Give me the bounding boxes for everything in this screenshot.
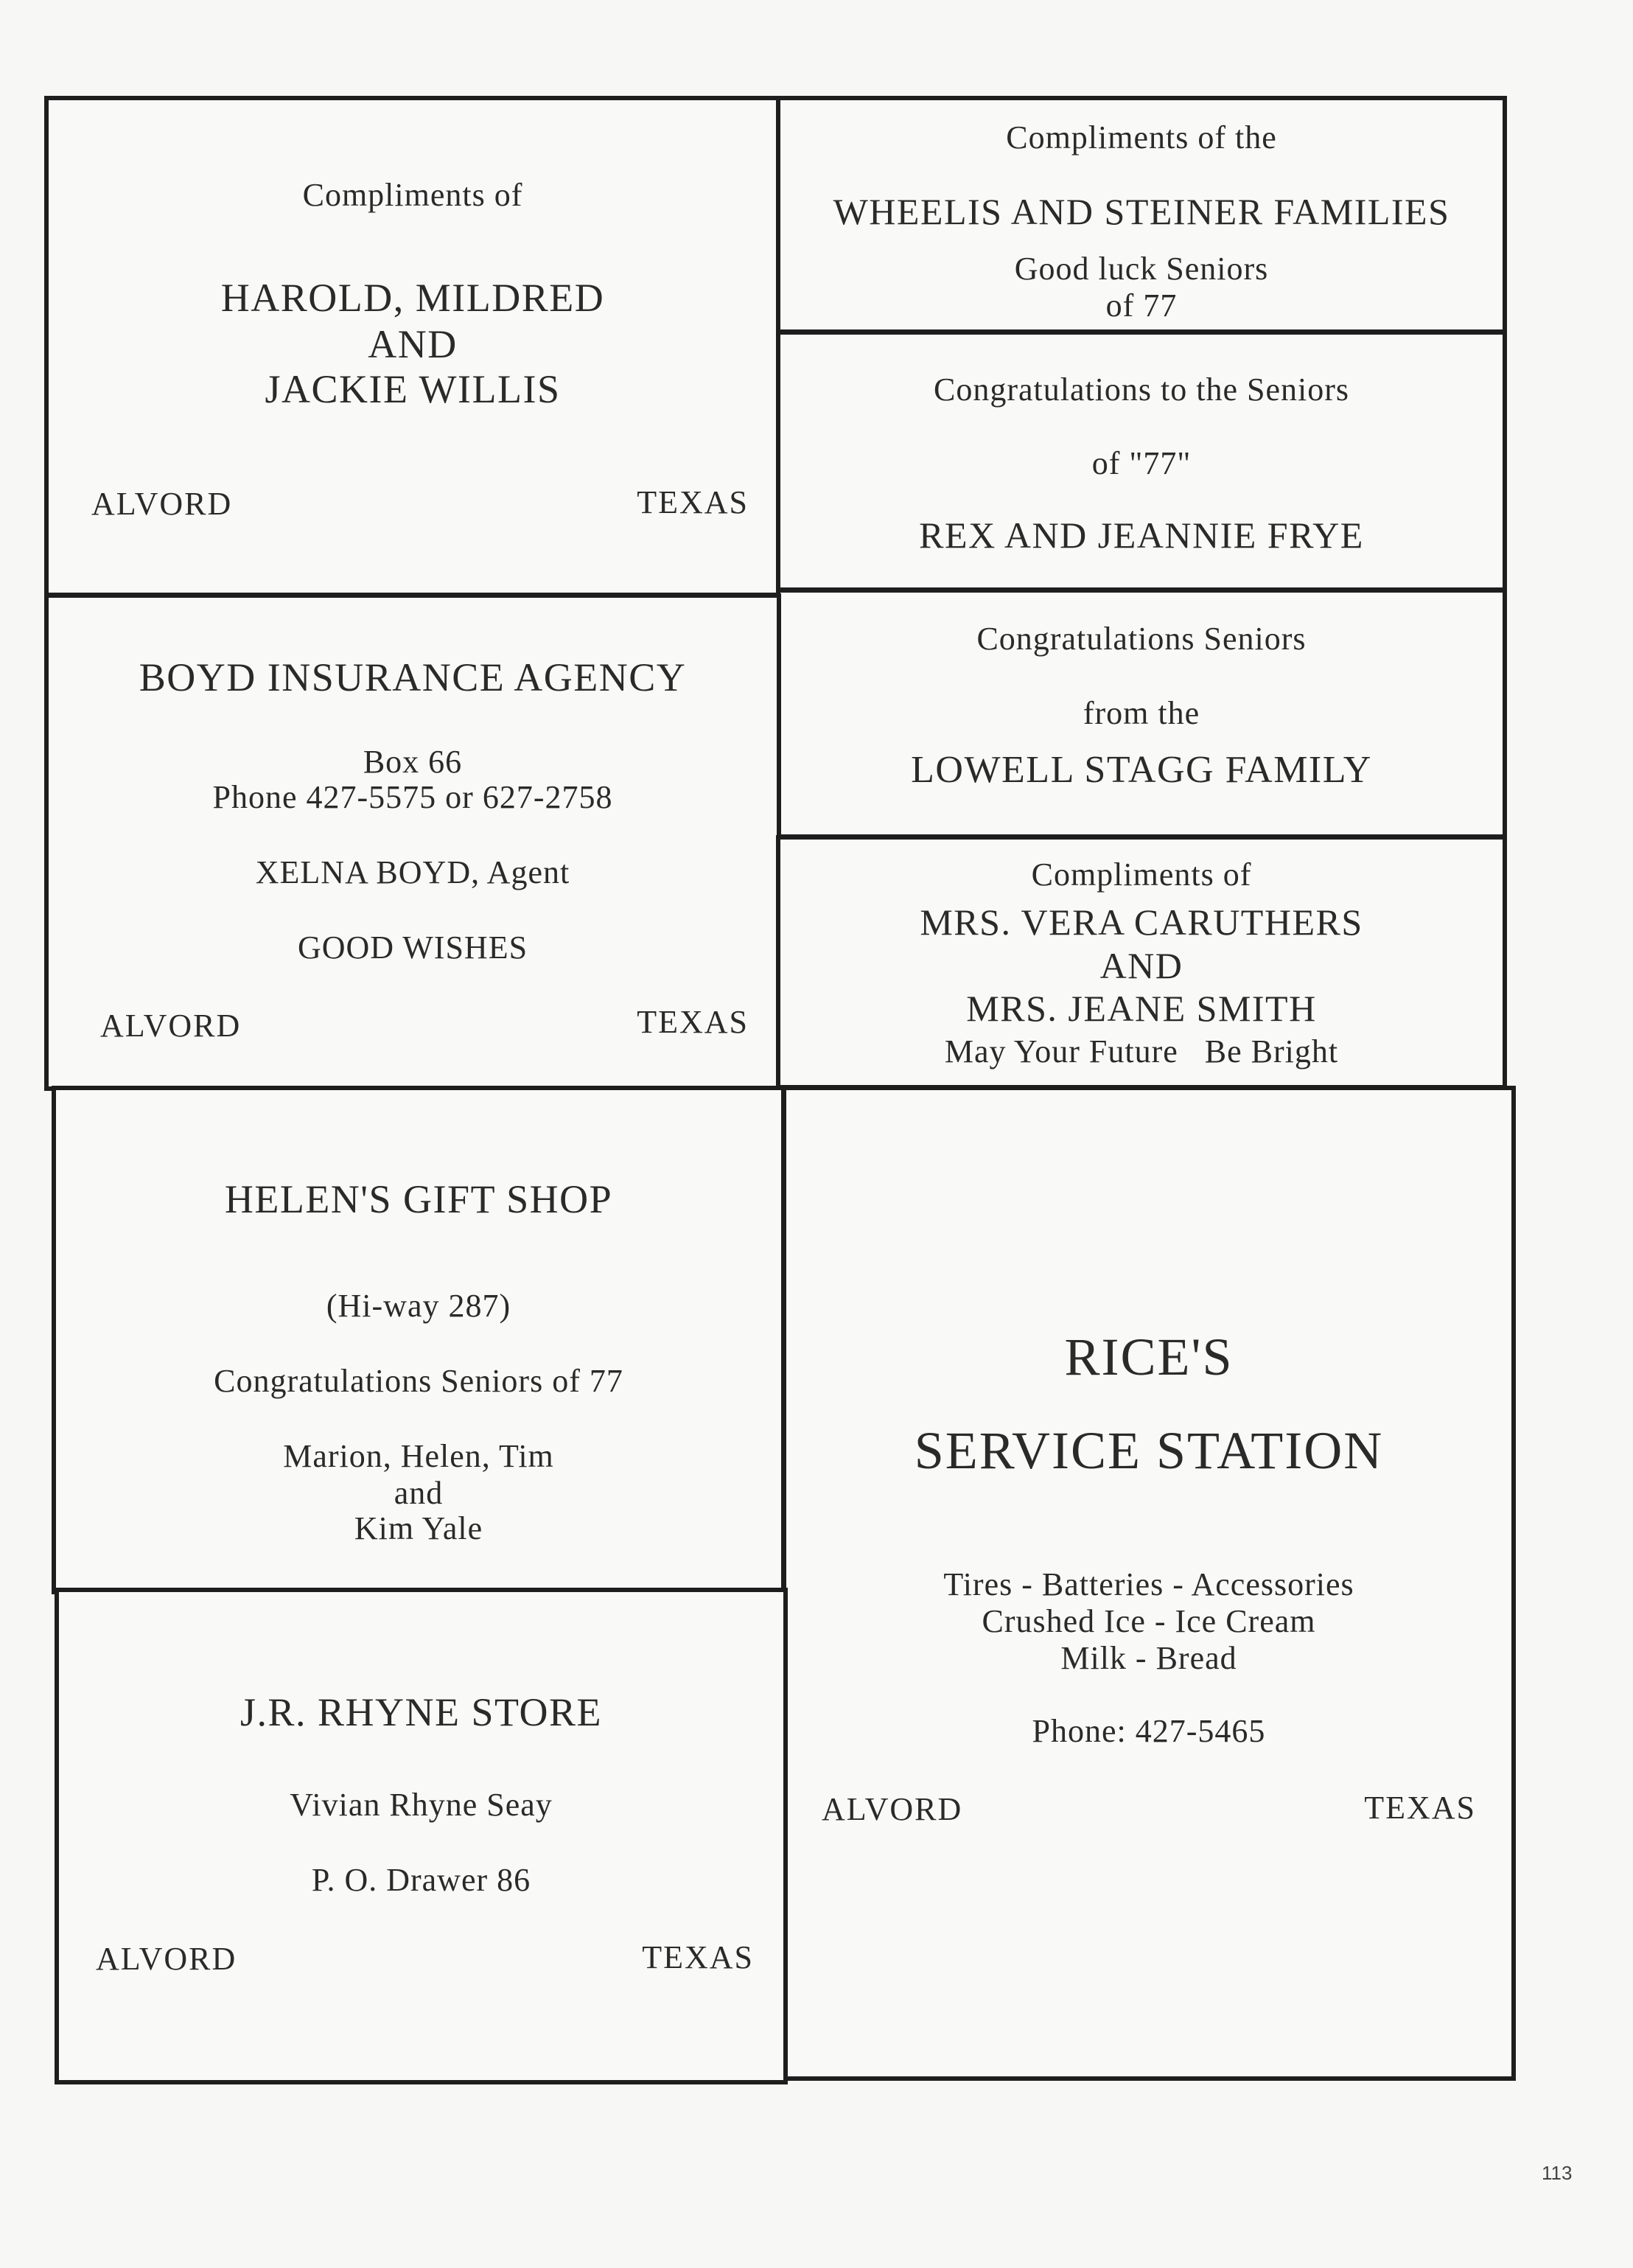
caruthers-intro: Compliments of [1031, 856, 1252, 893]
stagg-name: LOWELL STAGG FAMILY [911, 749, 1372, 791]
willis-name-line1: HAROLD, MILDRED [220, 276, 605, 320]
rices-items-line2: Crushed Ice - Ice Cream [982, 1603, 1316, 1639]
ad-rices-service-station [782, 1086, 1516, 2081]
rices-items-line3: Milk - Bread [1060, 1640, 1237, 1676]
boyd-box: Box 66 [363, 744, 463, 780]
ad-rhyne-store [55, 1588, 788, 2084]
wheelis-message-line1: Good luck Seniors [1014, 251, 1269, 287]
boyd-phone: Phone 427-5575 or 627-2758 [212, 779, 613, 815]
willis-intro: Compliments of [302, 177, 523, 213]
frye-name: REX AND JEANNIE FRYE [919, 514, 1364, 556]
boyd-state: TEXAS [637, 1004, 749, 1040]
ad-boyd-insurance [44, 593, 781, 1091]
rices-items-line1: Tires - Batteries - Accessories [943, 1566, 1354, 1602]
boyd-city: ALVORD [100, 1008, 242, 1044]
stagg-line1: Congratulations Seniors [976, 621, 1307, 657]
stagg-line2: from the [1083, 695, 1200, 731]
page-number: 113 [1542, 2162, 1573, 2184]
boyd-agent: XELNA BOYD, Agent [255, 854, 570, 890]
rhyne-state: TEXAS [642, 1939, 754, 1975]
rices-name-line1: RICE'S [1064, 1327, 1234, 1386]
helens-people-line2: and [394, 1475, 444, 1511]
helens-people-line1: Marion, Helen, Tim [283, 1438, 554, 1474]
ad-helens-gift-shop [52, 1086, 786, 1594]
rhyne-address: P. O. Drawer 86 [311, 1862, 531, 1898]
boyd-wishes: GOOD WISHES [297, 929, 528, 966]
rices-name-line2: SERVICE STATION [914, 1421, 1384, 1480]
caruthers-line2: AND [1099, 945, 1183, 986]
caruthers-line3: MRS. JEANE SMITH [966, 988, 1317, 1029]
helens-location: (Hi-way 287) [326, 1288, 511, 1324]
ad-willis [44, 96, 781, 597]
ad-caruthers-smith [776, 835, 1507, 1089]
boyd-name: BOYD INSURANCE AGENCY [139, 655, 687, 699]
ad-frye [776, 330, 1507, 592]
rhyne-owner: Vivian Rhyne Seay [290, 1787, 553, 1823]
rices-phone: Phone: 427-5465 [1032, 1713, 1266, 1749]
wheelis-intro: Compliments of the [1006, 119, 1277, 156]
willis-name-line2: AND [368, 322, 458, 366]
frye-line1: Congratulations to the Seniors [933, 371, 1350, 408]
caruthers-line1: MRS. VERA CARUTHERS [920, 901, 1363, 943]
helens-message: Congratulations Seniors of 77 [214, 1363, 623, 1399]
rhyne-city: ALVORD [96, 1941, 237, 1977]
helens-people-line3: Kim Yale [354, 1510, 483, 1546]
rices-city: ALVORD [822, 1791, 963, 1827]
willis-name-line3: JACKIE WILLIS [265, 367, 561, 411]
rhyne-name: J.R. RHYNE STORE [239, 1690, 603, 1734]
wheelis-name: WHEELIS AND STEINER FAMILIES [833, 191, 1450, 232]
ad-stagg [776, 588, 1507, 839]
frye-line2: of "77" [1091, 445, 1192, 481]
caruthers-message: May Your Future Be Bright [944, 1033, 1339, 1070]
wheelis-message-line2: of 77 [1105, 287, 1178, 324]
rices-state: TEXAS [1364, 1790, 1476, 1826]
helens-name: HELEN'S GIFT SHOP [224, 1177, 613, 1221]
willis-state: TEXAS [637, 484, 749, 520]
ad-wheelis-steiner [776, 96, 1507, 334]
willis-city: ALVORD [91, 486, 233, 522]
